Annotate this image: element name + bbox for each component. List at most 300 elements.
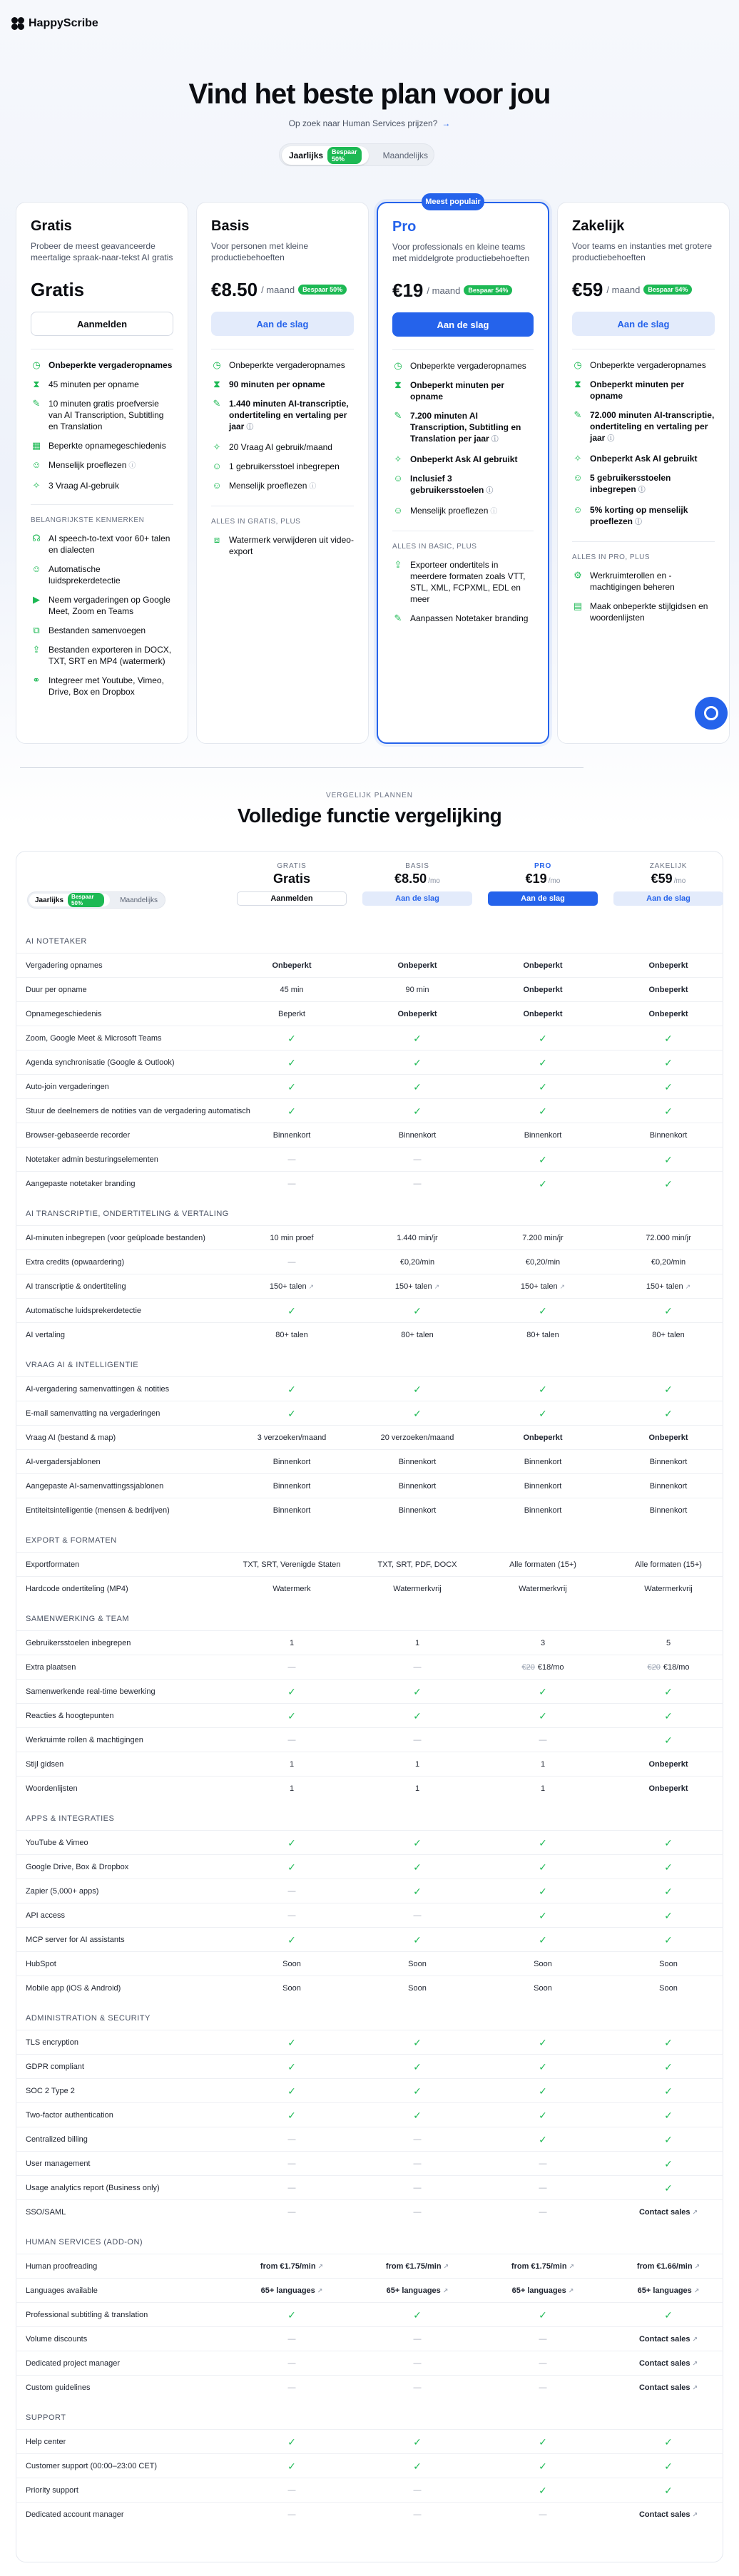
plan-name: GRATIS xyxy=(277,862,307,870)
cell-value: Binnenkort xyxy=(398,1131,437,1140)
table-cell xyxy=(482,1474,603,1498)
table-cell xyxy=(482,954,603,978)
save-badge: Bespaar 54% xyxy=(464,285,512,295)
table-cell xyxy=(357,2303,478,2327)
check-icon: ✓ xyxy=(664,2484,673,2496)
feature-text: Onbeperkt Ask AI gebruikt xyxy=(410,454,518,464)
feature-label: Extra plaatsen xyxy=(26,1662,76,1672)
table-cell xyxy=(482,1426,603,1450)
cell-value: 1 xyxy=(414,1784,420,1793)
plan-feature xyxy=(392,410,534,446)
feature-icon: ⧗ xyxy=(574,379,581,389)
table-cell[interactable] xyxy=(482,2254,603,2279)
cell-value[interactable]: Contact sales xyxy=(638,2335,690,2344)
cell-value: Onbeperkt xyxy=(523,961,563,970)
table-cell xyxy=(357,1577,478,1601)
table-cell xyxy=(608,1728,729,1752)
dash-icon: — xyxy=(413,2208,422,2217)
feature-label: Dedicated account manager xyxy=(26,2510,124,2519)
save-badge: Bespaar 50% xyxy=(68,893,104,907)
check-icon: ✓ xyxy=(413,1032,422,1044)
dash-icon: — xyxy=(539,2359,547,2368)
cell-value: Binnenkort xyxy=(524,1506,562,1515)
cell-value[interactable]: Contact sales xyxy=(638,2208,690,2217)
check-icon: ✓ xyxy=(539,1885,547,1897)
table-cell xyxy=(231,1728,352,1752)
table-cell[interactable] xyxy=(482,1274,603,1299)
check-icon: ✓ xyxy=(413,1407,422,1419)
feature-icon: ⧗ xyxy=(394,379,402,390)
table-group-heading: HUMAN SERVICES (ADD-ON) xyxy=(26,2238,143,2247)
table-cell xyxy=(608,1075,729,1099)
check-icon: ✓ xyxy=(287,2085,296,2097)
table-row xyxy=(16,2054,723,2078)
feature-icon: ☺ xyxy=(393,505,403,516)
info-icon[interactable]: ⓘ xyxy=(491,436,499,444)
feature-text: AI speech-to-text voor 60+ talen en dialecten xyxy=(49,533,170,555)
table-cell xyxy=(608,1831,729,1855)
plan-price xyxy=(572,276,715,303)
table-cell xyxy=(608,1226,729,1250)
cell-value[interactable]: Contact sales xyxy=(638,2359,690,2368)
plan-feature xyxy=(31,398,173,432)
table-cell xyxy=(357,2200,478,2224)
check-icon: ✓ xyxy=(539,2309,547,2321)
feature-text: Automatische luidsprekerdetectie xyxy=(49,564,121,586)
external-link-icon: ↗ xyxy=(692,2335,698,2343)
feature-label: API access xyxy=(26,1911,66,1920)
table-row xyxy=(16,2326,723,2351)
plan-card-basis xyxy=(196,202,369,744)
table-cell xyxy=(231,1976,352,2000)
dash-icon: — xyxy=(287,1736,296,1744)
table-cell[interactable] xyxy=(357,1274,478,1299)
feature-label: Centralized billing xyxy=(26,2135,88,2144)
table-cell xyxy=(357,1051,478,1075)
plan-extra-feature xyxy=(211,534,354,557)
table-row xyxy=(16,2429,723,2453)
table-cell xyxy=(357,1075,478,1099)
cell-value: 1 xyxy=(414,1639,420,1647)
cell-value: Binnenkort xyxy=(398,1458,437,1466)
table-cell xyxy=(608,1401,729,1426)
table-cell xyxy=(231,2200,352,2224)
check-icon: ✓ xyxy=(539,1153,547,1165)
page-title: Vind het beste plan voor jou xyxy=(188,78,551,110)
table-cell xyxy=(357,1299,478,1323)
arrow-right-icon: → xyxy=(442,118,451,128)
check-icon: ✓ xyxy=(413,2060,422,2072)
table-cell xyxy=(357,1026,478,1051)
table-cell xyxy=(231,1226,352,1250)
check-icon: ✓ xyxy=(413,1304,422,1317)
table-cell[interactable] xyxy=(231,2254,352,2279)
feature-label: Duur per opname xyxy=(26,985,87,994)
billing-toggle[interactable] xyxy=(279,143,434,166)
table-cell[interactable] xyxy=(482,2279,603,2303)
table-cell xyxy=(482,1051,603,1075)
price-period: / maand xyxy=(261,284,295,295)
cell-value[interactable]: Contact sales xyxy=(638,2510,690,2519)
table-cell xyxy=(608,2303,729,2327)
table-cell xyxy=(482,1002,603,1026)
external-link-icon: ↗ xyxy=(442,2286,449,2294)
table-cell xyxy=(482,1498,603,1523)
table-cell xyxy=(608,1148,729,1172)
table-row xyxy=(16,1727,723,1752)
feature-text: Maak onbeperkte stijlgidsen en woordenlijsten xyxy=(590,601,708,623)
table-cell[interactable] xyxy=(231,1274,352,1299)
feature-icon: ◷ xyxy=(32,359,41,370)
table-cell xyxy=(482,978,603,1002)
check-icon: ✓ xyxy=(413,1885,422,1897)
info-icon[interactable]: ⓘ xyxy=(635,518,643,526)
table-cell xyxy=(231,2351,352,2376)
table-cell xyxy=(231,1051,352,1075)
table-cell xyxy=(231,1704,352,1728)
table-cell xyxy=(357,1323,478,1347)
table-cell xyxy=(231,1680,352,1704)
cell-value[interactable]: 65+ languages xyxy=(511,2286,566,2295)
table-billing-toggle[interactable] xyxy=(27,891,165,909)
table-cell[interactable] xyxy=(608,2327,729,2351)
card-divider xyxy=(31,504,173,505)
plan-price xyxy=(211,276,354,303)
cell-value: 80+ talen xyxy=(401,1331,434,1339)
feature-label: Automatische luidsprekerdetectie xyxy=(26,1306,142,1315)
feature-label: Volume discounts xyxy=(26,2334,88,2344)
table-cell[interactable] xyxy=(608,2351,729,2376)
plan-cta-button[interactable]: Aan de slag xyxy=(392,312,534,337)
plan-card-pro xyxy=(377,202,549,744)
cell-value: 7.200 min/jr xyxy=(522,1234,564,1242)
table-cell xyxy=(608,2079,729,2103)
cell-value[interactable]: 65+ languages xyxy=(260,2286,315,2295)
dash-icon: — xyxy=(539,2335,547,2344)
feature-icon: ◷ xyxy=(394,360,402,371)
info-icon[interactable]: ⓘ xyxy=(486,487,494,495)
table-row xyxy=(16,1498,723,1522)
external-link-icon: ↗ xyxy=(443,2262,449,2270)
cell-value: Soon xyxy=(282,1960,301,1968)
table-cell xyxy=(608,2055,729,2079)
plan-feature xyxy=(31,459,173,472)
check-icon: ✓ xyxy=(539,1032,547,1044)
brand-logo[interactable] xyxy=(11,17,98,30)
table-cell xyxy=(357,2152,478,2176)
table-head-zakelijk xyxy=(608,857,729,921)
cell-value[interactable]: 150+ talen xyxy=(646,1282,683,1291)
table-cell xyxy=(231,954,352,978)
feature-icon: ✧ xyxy=(32,480,41,491)
table-cell xyxy=(482,1831,603,1855)
cell-value[interactable]: 150+ talen xyxy=(269,1282,307,1291)
cell-value: Binnenkort xyxy=(649,1482,688,1491)
table-cell xyxy=(357,1831,478,1855)
plan-extra-feature xyxy=(572,600,715,623)
external-link-icon: ↗ xyxy=(692,2359,698,2367)
cell-value: 5 xyxy=(666,1639,671,1647)
table-cell xyxy=(608,1323,729,1347)
check-icon: ✓ xyxy=(287,1709,296,1722)
feature-label: Mobile app (iOS & Android) xyxy=(26,1983,121,1993)
dash-icon: — xyxy=(287,1887,296,1896)
feature-icon: ✧ xyxy=(213,441,221,452)
table-head-basis xyxy=(357,857,478,921)
table-cell xyxy=(608,2030,729,2055)
cell-value: TXT, SRT, Verenigde Staten xyxy=(243,1560,341,1569)
table-cell[interactable] xyxy=(357,2279,478,2303)
check-icon: ✓ xyxy=(539,2484,547,2496)
table-cell[interactable] xyxy=(608,2254,729,2279)
table-cell xyxy=(608,1879,729,1903)
feature-text: Bestanden samenvoegen xyxy=(49,625,146,635)
cell-value[interactable]: Contact sales xyxy=(638,2383,690,2392)
table-cell[interactable] xyxy=(608,1274,729,1299)
plan-name: PRO xyxy=(534,862,552,870)
table-cell xyxy=(357,1752,478,1777)
table-cell xyxy=(608,1099,729,1123)
table-group-heading: SAMENWERKING & TEAM xyxy=(26,1615,129,1623)
table-cell xyxy=(608,1026,729,1051)
table-billing-monthly-option[interactable] xyxy=(114,894,163,906)
cell-value: 1 xyxy=(289,1760,295,1769)
check-icon: ✓ xyxy=(287,1383,296,1395)
check-icon: ✓ xyxy=(539,2460,547,2472)
table-cell xyxy=(482,2055,603,2079)
plan-feature xyxy=(392,379,534,402)
feature-icon: ✎ xyxy=(574,409,582,420)
plan-price xyxy=(31,276,173,303)
table-row xyxy=(16,2199,723,2224)
table-cell xyxy=(357,2327,478,2351)
feature-label: Stuur de deelnemers de notities van de vergadering automatisch xyxy=(26,1106,250,1115)
dash-icon: — xyxy=(539,1736,547,1744)
price-period: / maand xyxy=(606,284,641,295)
table-cell xyxy=(482,1172,603,1196)
cell-value: Soon xyxy=(659,1960,678,1968)
cell-value: 80+ talen xyxy=(652,1331,685,1339)
table-row xyxy=(16,2302,723,2326)
dash-icon: — xyxy=(287,2160,296,2168)
chat-support-button[interactable] xyxy=(695,697,728,730)
feature-icon: ☺ xyxy=(31,563,41,574)
table-cell xyxy=(231,2103,352,2127)
feature-label: SOC 2 Type 2 xyxy=(26,2086,75,2095)
cell-value: Onbeperkt xyxy=(523,1433,563,1442)
table-cell[interactable] xyxy=(608,2376,729,2400)
table-cell xyxy=(231,1903,352,1928)
check-icon: ✓ xyxy=(287,2109,296,2121)
feature-icon: ✧ xyxy=(574,453,582,464)
check-icon: ✓ xyxy=(664,1304,673,1317)
plan-extra-feature xyxy=(31,533,173,556)
table-cell[interactable] xyxy=(608,2503,729,2527)
info-icon[interactable]: ⓘ xyxy=(638,486,646,494)
table-cell[interactable] xyxy=(231,2279,352,2303)
plan-cta-button[interactable]: Aan de slag xyxy=(362,891,472,906)
table-cell[interactable] xyxy=(608,2200,729,2224)
feature-text: Watermerk verwijderen uit video-export xyxy=(229,535,354,556)
table-cell xyxy=(231,2503,352,2527)
table-cell xyxy=(482,2030,603,2055)
table-row xyxy=(16,1425,723,1449)
feature-label: Google Drive, Box & Dropbox xyxy=(26,1862,129,1871)
table-cell xyxy=(231,2152,352,2176)
feature-label: AI-vergadering samenvattingen & notities xyxy=(26,1384,170,1394)
billing-monthly-option[interactable] xyxy=(376,146,435,165)
table-cell xyxy=(357,1777,478,1801)
table-cell xyxy=(231,1777,352,1801)
plan-cta-button[interactable]: Aan de slag xyxy=(572,312,715,336)
plan-feature xyxy=(572,453,715,464)
dash-icon: — xyxy=(287,2184,296,2192)
table-cell[interactable] xyxy=(357,2254,478,2279)
table-group-heading: VRAAG AI & INTELLIGENTIE xyxy=(26,1361,139,1369)
table-cell xyxy=(608,2103,729,2127)
feature-icon: ✎ xyxy=(32,398,41,409)
plan-section-heading: ALLES IN GRATIS, PLUS xyxy=(211,518,301,526)
check-icon: ✓ xyxy=(539,1836,547,1849)
check-icon: ✓ xyxy=(413,1685,422,1697)
check-icon: ✓ xyxy=(664,1105,673,1117)
feature-icon: ☺ xyxy=(573,472,583,483)
plan-description: Voor teams en instanties met grotere productiebehoeften xyxy=(572,241,713,262)
table-cell xyxy=(357,1377,478,1401)
cell-value: Onbeperkt xyxy=(648,961,688,970)
cell-value[interactable]: from €1.66/min xyxy=(636,2262,693,2271)
check-icon: ✓ xyxy=(413,2036,422,2048)
billing-yearly-option[interactable] xyxy=(282,146,369,165)
table-row xyxy=(16,1951,723,1976)
table-head-gratis xyxy=(231,857,352,921)
monthly-label: Maandelijks xyxy=(382,150,428,160)
table-cell xyxy=(482,1777,603,1801)
table-cell xyxy=(482,1879,603,1903)
plan-cta-button[interactable]: Aan de slag xyxy=(488,891,598,906)
dash-icon: — xyxy=(413,2510,422,2519)
table-cell xyxy=(482,1855,603,1879)
table-cell xyxy=(231,2430,352,2454)
check-icon: ✓ xyxy=(664,1153,673,1165)
plan-cta-button[interactable]: Aan de slag xyxy=(613,891,723,906)
table-cell xyxy=(357,1879,478,1903)
check-icon: ✓ xyxy=(664,1734,673,1746)
cell-value: €0,20/min xyxy=(525,1258,561,1267)
cell-value: Onbeperkt xyxy=(648,1433,688,1442)
table-cell xyxy=(482,2351,603,2376)
cell-value: 1 xyxy=(289,1639,295,1647)
cell-value[interactable]: 150+ talen xyxy=(520,1282,558,1291)
table-cell xyxy=(608,1123,729,1148)
check-icon: ✓ xyxy=(664,1383,673,1395)
table-cell xyxy=(231,2454,352,2478)
cell-value[interactable]: 150+ talen xyxy=(394,1282,432,1291)
table-cell xyxy=(482,2176,603,2200)
table-cell xyxy=(482,1323,603,1347)
table-cell xyxy=(608,954,729,978)
check-icon: ✓ xyxy=(664,2133,673,2145)
cell-value: Binnenkort xyxy=(272,1458,311,1466)
table-cell xyxy=(357,1704,478,1728)
feature-icon: ⧗ xyxy=(33,379,40,389)
feature-text: 10 minuten gratis proefversie van AI Transcription, Subtitling en Translation xyxy=(49,399,164,431)
plan-extra-feature xyxy=(392,559,534,605)
feature-label: HubSpot xyxy=(26,1959,56,1968)
plan-feature xyxy=(392,473,534,497)
check-icon: ✓ xyxy=(539,1685,547,1697)
check-icon: ✓ xyxy=(413,1861,422,1873)
feature-text: Menselijk proeflezen xyxy=(49,460,127,470)
table-cell xyxy=(608,2176,729,2200)
table-cell xyxy=(231,1099,352,1123)
table-cell xyxy=(231,1928,352,1952)
info-icon[interactable]: ⓘ xyxy=(490,508,498,516)
plan-section-heading: BELANGRIJKSTE KENMERKEN xyxy=(31,516,145,524)
cell-value[interactable]: from €1.75/min xyxy=(511,2262,567,2271)
feature-icon: ▦ xyxy=(31,440,41,451)
table-row xyxy=(16,2478,723,2502)
feature-text: 5% korting op menselijk proeflezen xyxy=(590,505,688,526)
table-cell xyxy=(482,1752,603,1777)
check-icon: ✓ xyxy=(539,1383,547,1395)
check-icon: ✓ xyxy=(664,1933,673,1946)
cell-value: Binnenkort xyxy=(524,1131,562,1140)
table-cell xyxy=(231,1831,352,1855)
dash-icon: — xyxy=(539,2383,547,2392)
feature-text: Neem vergaderingen op Google Meet, Zoom en Teams xyxy=(49,595,170,616)
dash-icon: — xyxy=(287,2135,296,2144)
plan-extra-feature xyxy=(31,594,173,617)
cell-value[interactable]: from €1.75/min xyxy=(260,2262,316,2271)
cell-value[interactable]: from €1.75/min xyxy=(385,2262,442,2271)
table-cell xyxy=(357,1426,478,1450)
human-services-link[interactable] xyxy=(0,118,739,128)
info-icon[interactable]: ⓘ xyxy=(309,483,317,491)
dash-icon: — xyxy=(287,1258,296,1267)
cell-value: 1 xyxy=(540,1784,546,1793)
table-cell xyxy=(357,1855,478,1879)
plan-cta-button[interactable]: Aanmelden xyxy=(31,312,173,336)
check-icon: ✓ xyxy=(664,2436,673,2448)
info-icon[interactable]: ⓘ xyxy=(607,435,615,443)
cell-value[interactable]: 65+ languages xyxy=(386,2286,441,2295)
external-link-icon: ↗ xyxy=(692,2383,698,2391)
plan-cta-button[interactable]: Aan de slag xyxy=(211,312,354,336)
monthly-label: Maandelijks xyxy=(120,896,158,904)
table-row xyxy=(16,2175,723,2199)
table-row xyxy=(16,1298,723,1322)
dash-icon: — xyxy=(287,2486,296,2495)
info-icon[interactable]: ⓘ xyxy=(246,424,254,431)
plan-feature xyxy=(392,454,534,465)
feature-icon: ✎ xyxy=(213,398,221,409)
cell-value[interactable]: 65+ languages xyxy=(637,2286,692,2295)
cell-value: Binnenkort xyxy=(649,1506,688,1515)
feature-label: Hardcode ondertiteling (MP4) xyxy=(26,1584,128,1593)
table-cell xyxy=(231,2055,352,2079)
table-cell[interactable] xyxy=(608,2279,729,2303)
table-cell xyxy=(608,1903,729,1928)
feature-text: 3 Vraag AI-gebruik xyxy=(49,481,119,491)
plan-cta-button[interactable]: Aanmelden xyxy=(237,891,347,906)
info-icon[interactable]: ⓘ xyxy=(128,462,136,470)
table-billing-yearly-option[interactable] xyxy=(29,894,110,906)
table-cell xyxy=(482,2127,603,2152)
table-cell xyxy=(357,2454,478,2478)
check-icon: ✓ xyxy=(664,1080,673,1093)
check-icon: ✓ xyxy=(664,2036,673,2048)
